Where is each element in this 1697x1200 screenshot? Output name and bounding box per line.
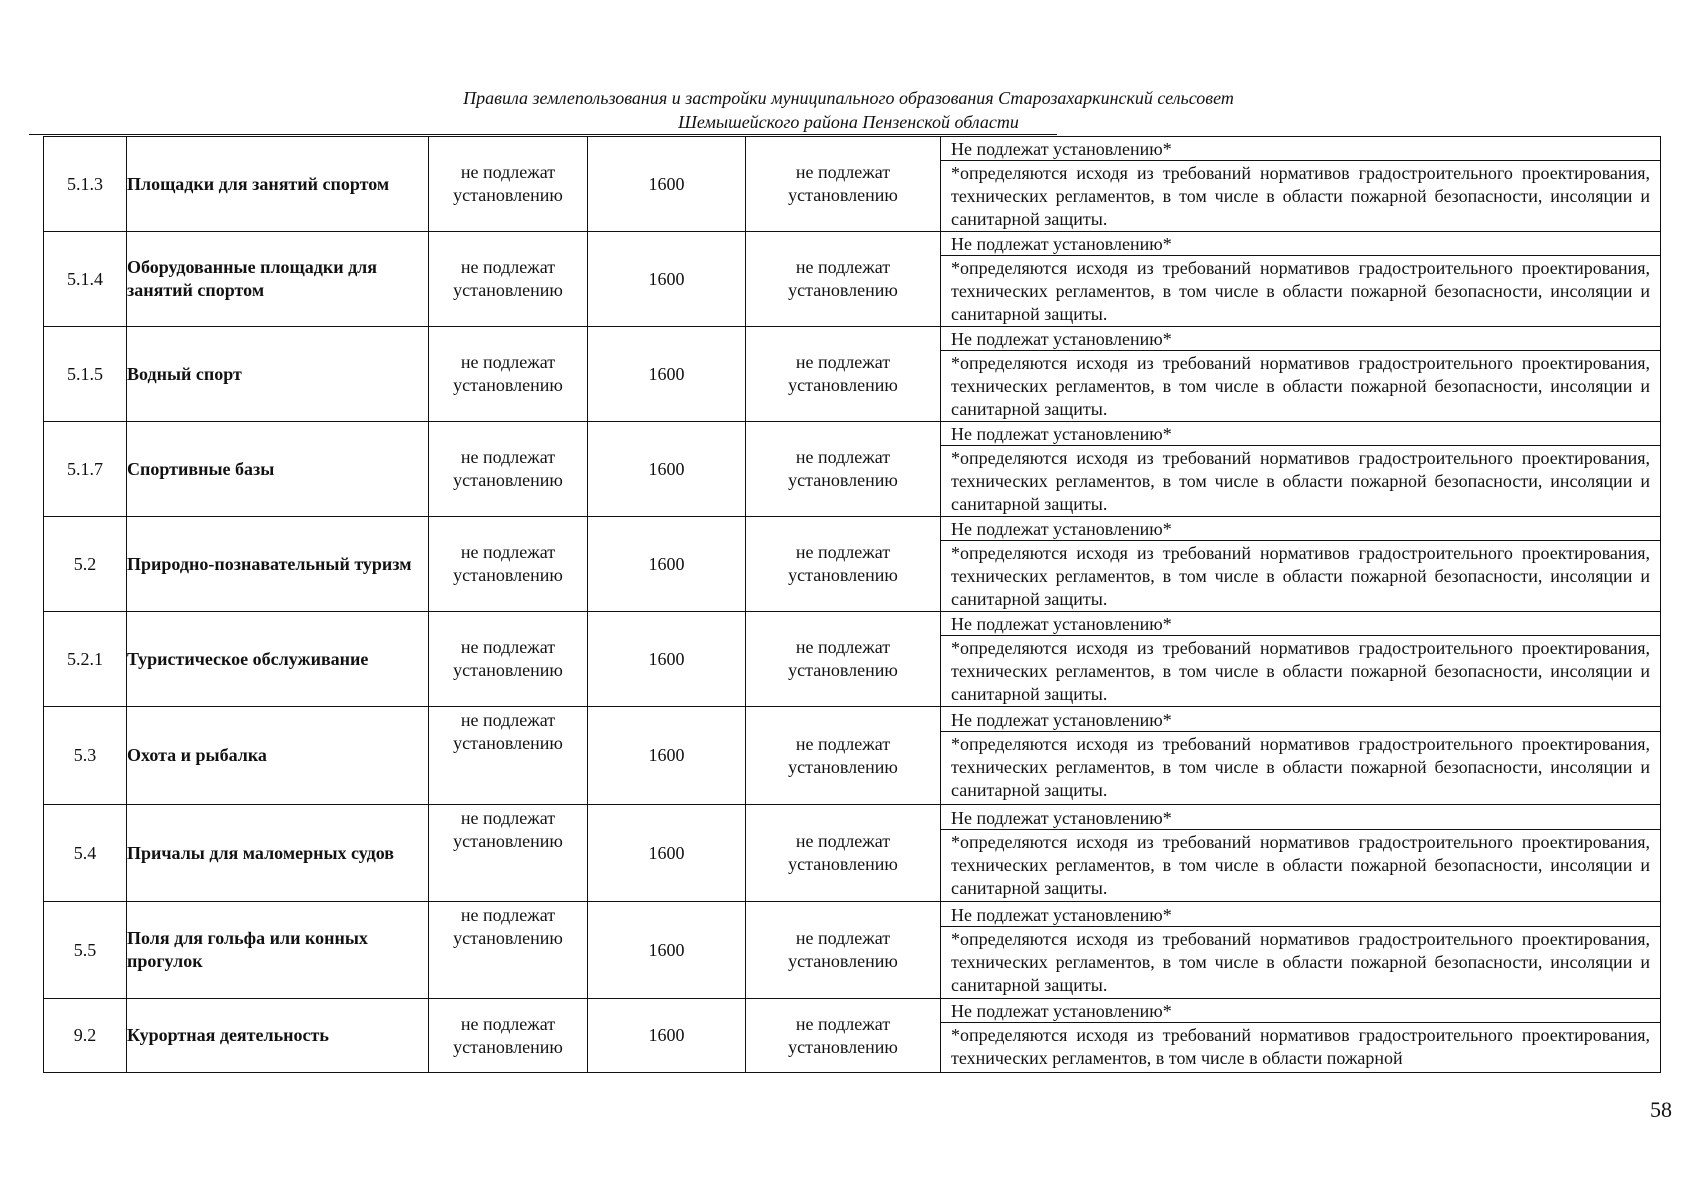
row-min-size: не подлежат установлению xyxy=(429,327,588,422)
row-min-size: не подлежат установлению xyxy=(429,805,588,902)
row-notes xyxy=(941,232,1661,327)
row-min-size: не подлежат установлению xyxy=(429,902,588,999)
row-code: 5.3 xyxy=(44,707,127,805)
row-name: Природно-познавательный туризм xyxy=(127,517,429,612)
note-head: Не подлежат установлению* xyxy=(941,328,1660,351)
note-body: *определяются исходя из требований нормативов градостроительного проектирования, технических регламентов, в том числе в области пожарной безопасности, инсоляции и санитарной защиты. xyxy=(951,447,1650,514)
table-row xyxy=(44,902,1661,999)
note-body: *определяются исходя из требований нормативов градостроительного проектирования, технических регламентов, в том числе в области пожарной безопасности, инсоляции и санитарной защиты. xyxy=(951,162,1650,229)
row-max-size: 1600 xyxy=(588,612,746,707)
row-max-size: 1600 xyxy=(588,707,746,805)
row-indent: не подлежат установлению xyxy=(746,422,941,517)
row-min-size: не подлежат установлению xyxy=(429,707,588,805)
row-indent: не подлежат установлению xyxy=(746,137,941,232)
row-indent: не подлежат установлению xyxy=(746,327,941,422)
note-body: *определяются исходя из требований нормативов градостроительного проектирования, технических регламентов, в том числе в области пожарной безопасности, инсоляции и санитарной защиты. xyxy=(951,928,1650,995)
row-notes xyxy=(941,422,1661,517)
row-indent: не подлежат установлению xyxy=(746,232,941,327)
note-head: Не подлежат установлению* xyxy=(941,1000,1660,1023)
note-body: *определяются исходя из требований нормативов градостроительного проектирования, технических регламентов, в том числе в области пожарной безопасности, инсоляции и санитарной защиты. xyxy=(951,637,1650,704)
header-line-2: Шемышейского района Пензенской области xyxy=(678,112,1019,132)
note-body: *определяются исходя из требований нормативов градостроительного проектирования, технических регламентов, в том числе в области пожарной безопасности, инсоляции и санитарной защиты. xyxy=(951,542,1650,609)
row-max-size: 1600 xyxy=(588,517,746,612)
note-head: Не подлежат установлению* xyxy=(941,613,1660,636)
row-name: Водный спорт xyxy=(127,327,429,422)
row-notes xyxy=(941,999,1661,1073)
row-code: 5.1.5 xyxy=(44,327,127,422)
row-max-size: 1600 xyxy=(588,137,746,232)
row-max-size: 1600 xyxy=(588,999,746,1073)
note-head: Не подлежат установлению* xyxy=(941,138,1660,161)
table-row xyxy=(44,805,1661,902)
row-min-size: не подлежат установлению xyxy=(429,422,588,517)
row-code: 5.1.4 xyxy=(44,232,127,327)
note-head: Не подлежат установлению* xyxy=(941,807,1660,830)
row-min-size: не подлежат установлению xyxy=(429,517,588,612)
note-body: *определяются исходя из требований нормативов градостроительного проектирования, технических регламентов, в том числе в области пожарной безопасности, инсоляции и санитарной защиты. xyxy=(951,734,1650,800)
row-name: Спортивные базы xyxy=(127,422,429,517)
row-min-size: не подлежат установлению xyxy=(429,137,588,232)
row-max-size: 1600 xyxy=(588,232,746,327)
row-name: Площадки для занятий спортом xyxy=(127,137,429,232)
row-max-size: 1600 xyxy=(588,327,746,422)
row-notes xyxy=(941,517,1661,612)
note-body: *определяются исходя из требований нормативов градостроительного проектирования, технических регламентов, в том числе в области пожарной безопасности, инсоляции и санитарной защиты. xyxy=(951,831,1650,898)
note-body: *определяются исходя из требований нормативов градостроительного проектирования, технических регламентов, в том числе в области пожарной xyxy=(951,1024,1650,1068)
row-notes xyxy=(941,707,1661,805)
note-body: *определяются исходя из требований нормативов градостроительного проектирования, технических регламентов, в том числе в области пожарной безопасности, инсоляции и санитарной защиты. xyxy=(951,352,1650,419)
header-line-1: Правила землепользования и застройки муниципального образования Старозахаркинский сельсовет xyxy=(463,88,1234,108)
row-indent: не подлежат установлению xyxy=(746,612,941,707)
note-head: Не подлежат установлению* xyxy=(941,423,1660,446)
row-indent: не подлежат установлению xyxy=(746,902,941,999)
row-notes xyxy=(941,805,1661,902)
note-head: Не подлежат установлению* xyxy=(941,233,1660,256)
row-notes xyxy=(941,137,1661,232)
page-number: 58 xyxy=(1650,1097,1672,1122)
note-body: *определяются исходя из требований нормативов градостроительного проектирования, технических регламентов, в том числе в области пожарной безопасности, инсоляции и санитарной защиты. xyxy=(951,257,1650,324)
row-indent: не подлежат установлению xyxy=(746,707,941,805)
row-code: 5.5 xyxy=(44,902,127,999)
row-name: Курортная деятельность xyxy=(127,999,429,1073)
table-row xyxy=(44,517,1661,612)
row-code: 5.4 xyxy=(44,805,127,902)
row-code: 5.2.1 xyxy=(44,612,127,707)
document-header xyxy=(0,86,1697,134)
row-max-size: 1600 xyxy=(588,902,746,999)
table-row xyxy=(44,327,1661,422)
land-use-table xyxy=(43,136,1661,1073)
row-code: 5.2 xyxy=(44,517,127,612)
row-notes xyxy=(941,902,1661,999)
table-row xyxy=(44,707,1661,805)
row-min-size: не подлежат установлению xyxy=(429,612,588,707)
row-name: Причалы для маломерных судов xyxy=(127,805,429,902)
row-name: Охота и рыбалка xyxy=(127,707,429,805)
table-row xyxy=(44,137,1661,232)
table-row xyxy=(44,422,1661,517)
table-row xyxy=(44,999,1661,1073)
row-max-size: 1600 xyxy=(588,422,746,517)
note-head: Не подлежат установлению* xyxy=(941,709,1660,732)
row-notes xyxy=(941,612,1661,707)
row-indent: не подлежат установлению xyxy=(746,999,941,1073)
note-head: Не подлежат установлению* xyxy=(941,518,1660,541)
table-row xyxy=(44,612,1661,707)
row-name: Поля для гольфа или конных прогулок xyxy=(127,902,429,999)
header-rule xyxy=(29,134,1057,135)
row-notes xyxy=(941,327,1661,422)
row-max-size: 1600 xyxy=(588,805,746,902)
note-head: Не подлежат установлению* xyxy=(941,904,1660,927)
row-indent: не подлежат установлению xyxy=(746,805,941,902)
row-min-size: не подлежат установлению xyxy=(429,999,588,1073)
row-name: Оборудованные площадки для занятий спортом xyxy=(127,232,429,327)
row-code: 5.1.7 xyxy=(44,422,127,517)
row-indent: не подлежат установлению xyxy=(746,517,941,612)
row-min-size: не подлежат установлению xyxy=(429,232,588,327)
row-code: 5.1.3 xyxy=(44,137,127,232)
row-name: Туристическое обслуживание xyxy=(127,612,429,707)
row-code: 9.2 xyxy=(44,999,127,1073)
table-row xyxy=(44,232,1661,327)
